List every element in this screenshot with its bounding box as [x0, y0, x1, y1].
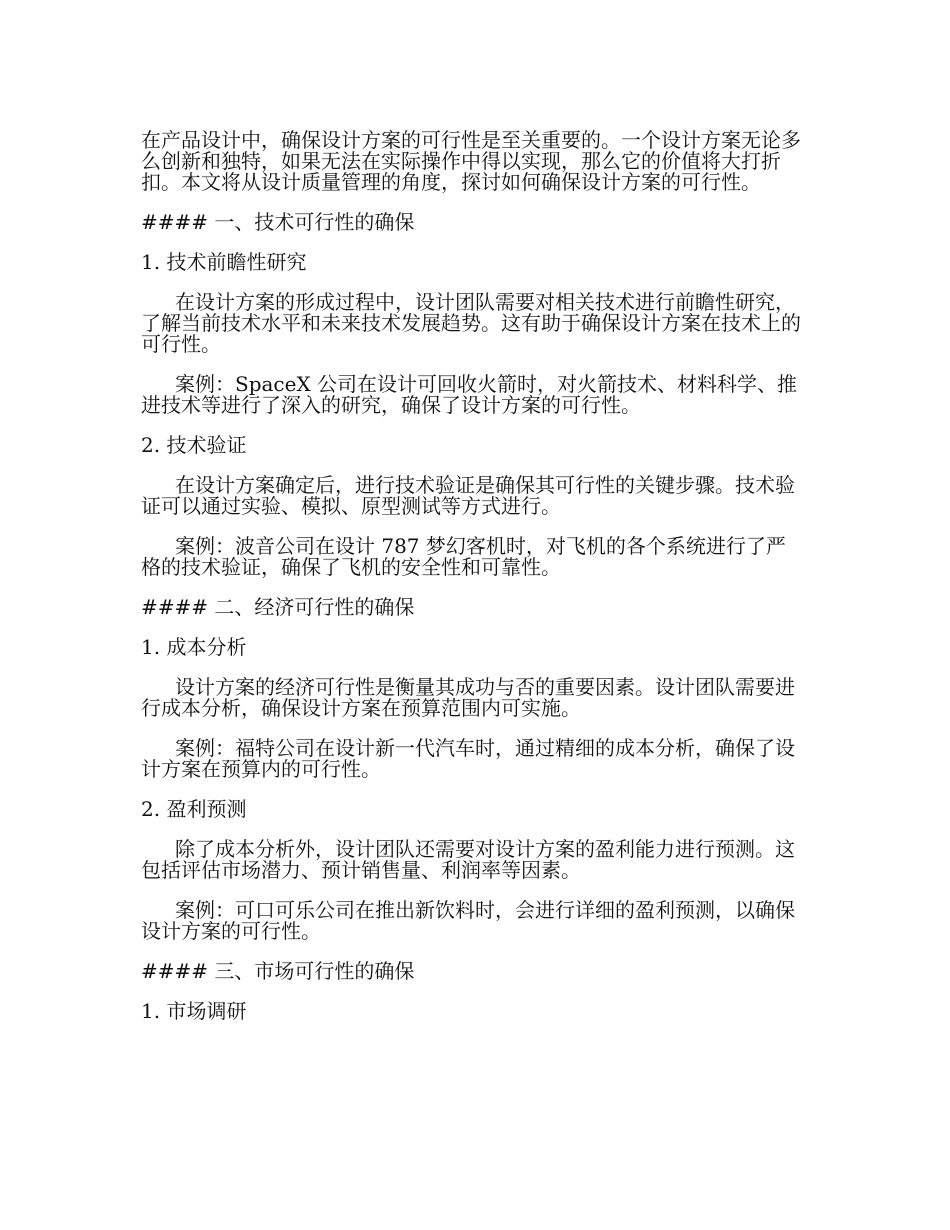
paragraph-profit-forecast: 除了成本分析外，设计团队还需要对设计方案的盈利能力进行预测。这包括评估市场潜力、预计销售量、利润率等因素。	[141, 837, 795, 882]
paragraph-tech-research: 在设计方案的形成过程中，设计团队需要对相关技术进行前瞻性研究，了解当前技术水平和未来技术发展趋势。这有助于确保设计方案在技术上的可行性。	[141, 290, 801, 356]
subheading-tech-research: 1. 技术前瞻性研究	[141, 250, 307, 274]
paragraph-cost-analysis: 设计方案的经济可行性是衡量其成功与否的重要因素。设计团队需要进行成本分析，确保设计方案在预算范围内可实施。	[141, 675, 795, 720]
section-heading-economic: #### 二、经济可行性的确保	[141, 595, 415, 619]
section-heading-market: #### 三、市场可行性的确保	[141, 959, 415, 983]
case-coca-cola: 案例：可口可乐公司在推出新饮料时，会进行详细的盈利预测，以确保设计方案的可行性。	[141, 898, 795, 943]
subheading-market-research: 1. 市场调研	[141, 999, 247, 1023]
case-boeing: 案例：波音公司在设计 787 梦幻客机时，对飞机的各个系统进行了严格的技术验证，确保了飞机的安全性和可靠性。	[141, 534, 786, 579]
paragraph-tech-validation: 在设计方案确定后，进行技术验证是确保其可行性的关键步骤。技术验证可以通过实验、模拟、原型测试等方式进行。	[141, 473, 795, 518]
case-spacex: 案例：SpaceX 公司在设计可回收火箭时，对火箭技术、材料科学、推进技术等进行了深入的研究，确保了设计方案的可行性。	[141, 372, 798, 417]
intro-paragraph: 在产品设计中，确保设计方案的可行性是至关重要的。一个设计方案无论多么创新和独特，如果无法在实际操作中得以实现，那么它的价值将大打折扣。本文将从设计质量管理的角度，探讨如何确保设计方案的可行性。	[141, 128, 801, 194]
subheading-tech-validation: 2. 技术验证	[141, 433, 247, 457]
subheading-cost-analysis: 1. 成本分析	[141, 635, 247, 659]
subheading-profit-forecast: 2. 盈利预测	[141, 797, 247, 821]
document-page	[141, 130, 805, 1041]
section-heading-technical: #### 一、技术可行性的确保	[141, 210, 415, 234]
case-ford: 案例：福特公司在设计新一代汽车时，通过精细的成本分析，确保了设计方案在预算内的可行性。	[141, 736, 795, 781]
